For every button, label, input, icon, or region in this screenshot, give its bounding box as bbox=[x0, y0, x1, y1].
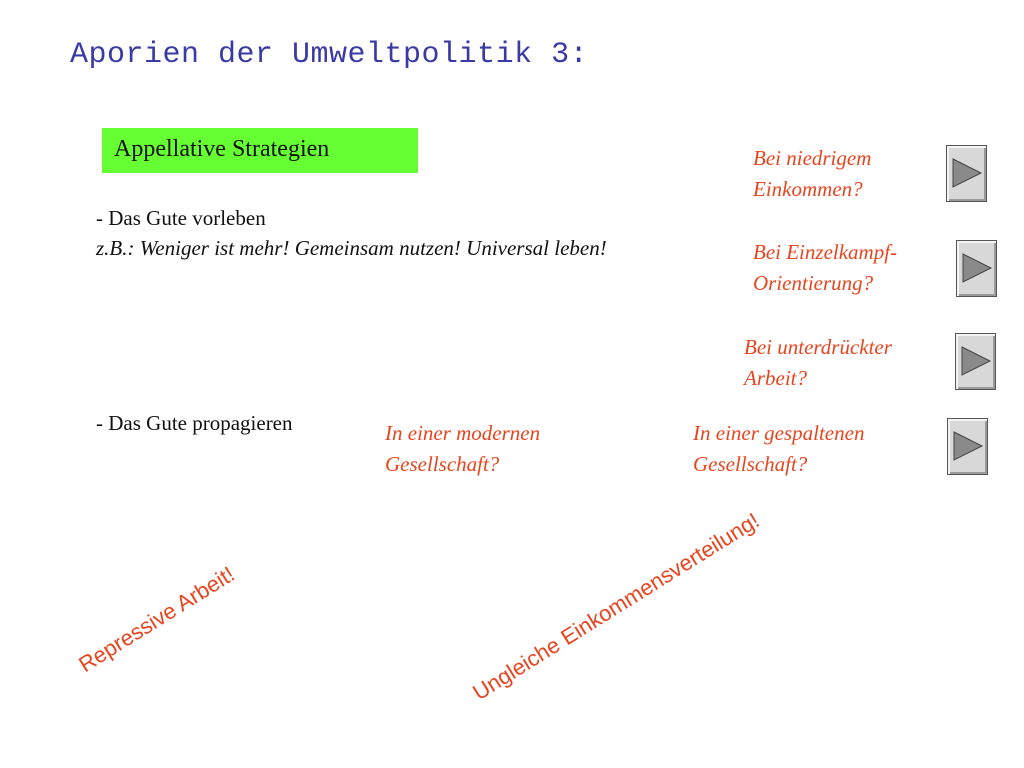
question-niedriges-einkommen bbox=[753, 143, 871, 205]
play-triangle-icon bbox=[961, 252, 993, 284]
question-moderne-gesellschaft bbox=[385, 418, 540, 480]
question-line: Bei niedrigem bbox=[753, 146, 872, 170]
play-triangle-icon bbox=[960, 345, 992, 377]
question-line: Gesellschaft? bbox=[693, 452, 808, 476]
play-triangle-icon bbox=[951, 157, 983, 189]
diagonal-ungleiche-einkommensverteilung: Ungleiche Einkommensverteilung! bbox=[468, 507, 764, 706]
play-button-2[interactable] bbox=[956, 240, 997, 297]
example-line: z.B.: Weniger ist mehr! Gemeinsam nutzen! Universal leben! bbox=[96, 236, 607, 260]
question-unterdrueckte-arbeit bbox=[744, 332, 892, 394]
slide-title: Aporien der Umweltpolitik 3: bbox=[70, 38, 589, 72]
play-button-4[interactable] bbox=[947, 418, 988, 475]
strategy-heading-box bbox=[102, 128, 418, 173]
question-line: Gesellschaft? bbox=[385, 452, 500, 476]
question-line: In einer gespaltenen bbox=[693, 421, 865, 445]
play-button-3[interactable] bbox=[955, 333, 996, 390]
point-propagieren: - Das Gute propagieren bbox=[96, 411, 293, 435]
question-line: Orientierung? bbox=[753, 271, 874, 295]
diagonal-repressive-arbeit: Repressive Arbeit! bbox=[74, 561, 239, 678]
question-line: Einkommen? bbox=[753, 177, 863, 201]
play-triangle-icon bbox=[952, 430, 984, 462]
question-line: Bei Einzelkampf- bbox=[753, 240, 898, 264]
point-vorleben: - Das Gute vorleben bbox=[96, 206, 266, 230]
question-line: Bei unterdrückter bbox=[744, 335, 892, 359]
question-line: In einer modernen bbox=[385, 421, 541, 445]
play-button-1[interactable] bbox=[946, 145, 987, 202]
strategy-heading-label: Appellative Strategien bbox=[114, 136, 330, 162]
question-einzelkampf bbox=[753, 237, 897, 299]
question-gespaltene-gesellschaft bbox=[693, 418, 864, 480]
question-line: Arbeit? bbox=[744, 366, 807, 390]
